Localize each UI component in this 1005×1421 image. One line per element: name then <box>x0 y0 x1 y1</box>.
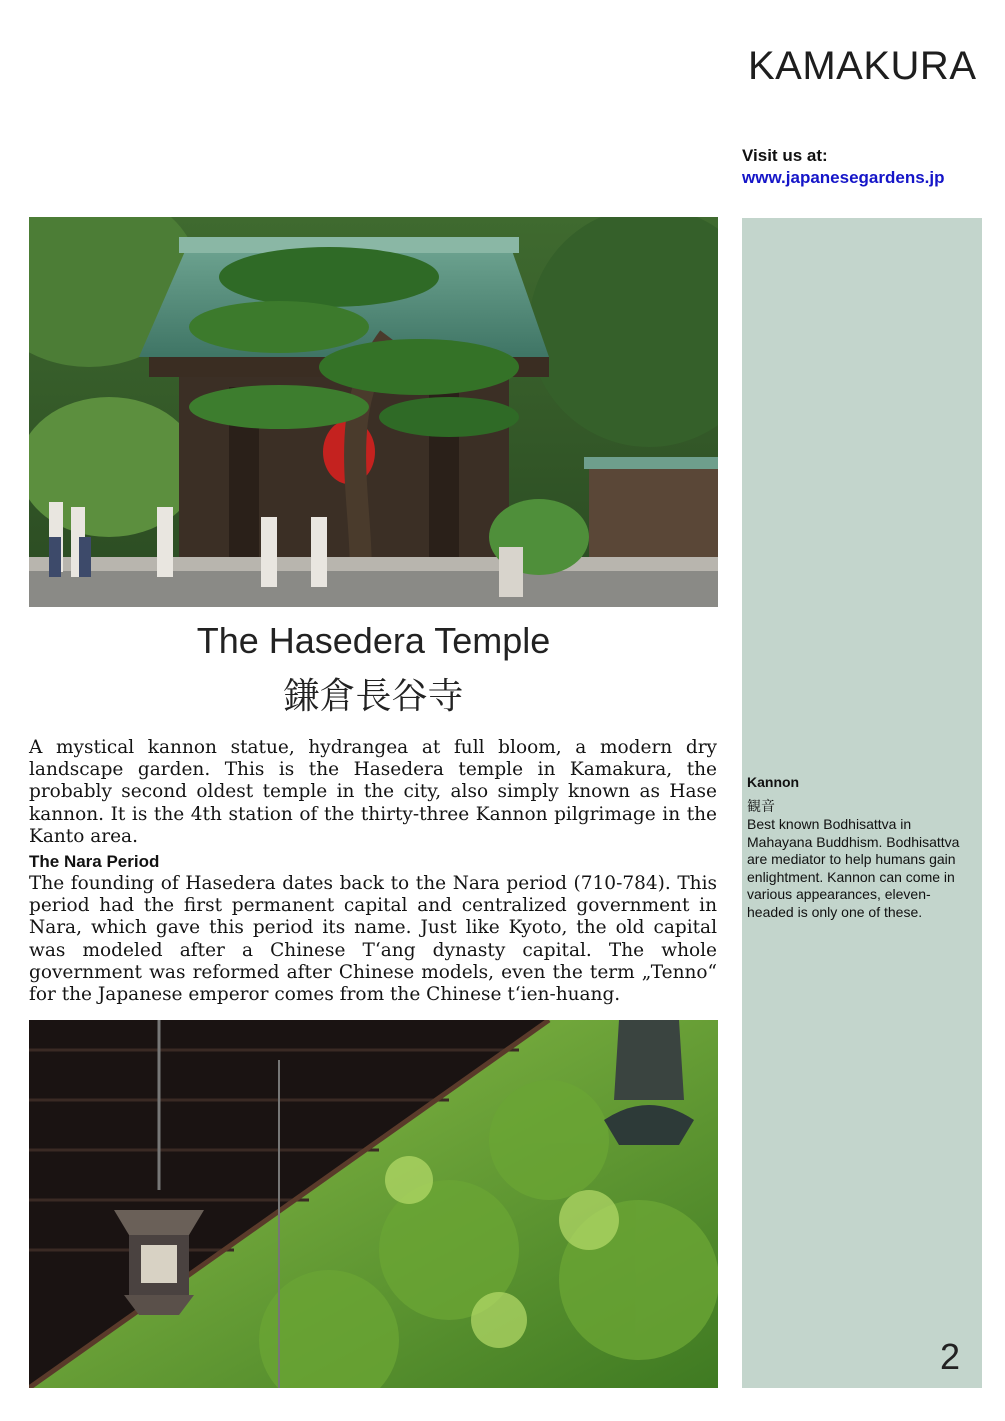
section-paragraph: The founding of Hasedera dates back to the Nara period (710-784). This period had the first permanent capital and centralized government in Nara, which gave this period its name. Just like Kyoto, the old capital was modeled after a Chinese T‘ang dynasty capital. The whole government was reformed after Chinese models, even the term „Tenno“ for the Japanese emperor comes from the Chinese t‘ien-huang. <box>29 873 717 1006</box>
sidebar-title: Kannon <box>747 774 800 790</box>
sidebar-kanji: 観音 <box>747 799 775 815</box>
article-title: The Hasedera Temple <box>196 620 551 661</box>
visit-label: Visit us at: <box>742 146 828 165</box>
header-city-title: KAMAKURA <box>748 44 977 88</box>
intro-paragraph: A mystical kannon statue, hydrangea at full bloom, a modern dry landscape garden. This is the Hasedera temple in Kamakura, the probably second oldest temple in the city, also simply known as Hase kannon. It is the 4th station of the thirty-three Kannon pilgrimage in the Kanto area. <box>29 737 717 847</box>
article-title-kanji: 鎌倉長谷寺 <box>283 676 464 717</box>
page-number: 2 <box>940 1336 961 1377</box>
sidebar-panel <box>742 218 982 1388</box>
temple-roof-photo <box>29 1020 718 1388</box>
temple-gate-photo <box>29 217 718 607</box>
section-heading: The Nara Period <box>29 852 160 871</box>
sidebar-description: Best known Bodhisattva in Mahayana Buddhism. Bodhisattva are mediator to help humans gain enlightment. Kannon can come in various appearances, eleven-headed is only one of these. <box>747 816 960 920</box>
website-link[interactable]: www.japanesegardens.jp <box>742 168 945 187</box>
